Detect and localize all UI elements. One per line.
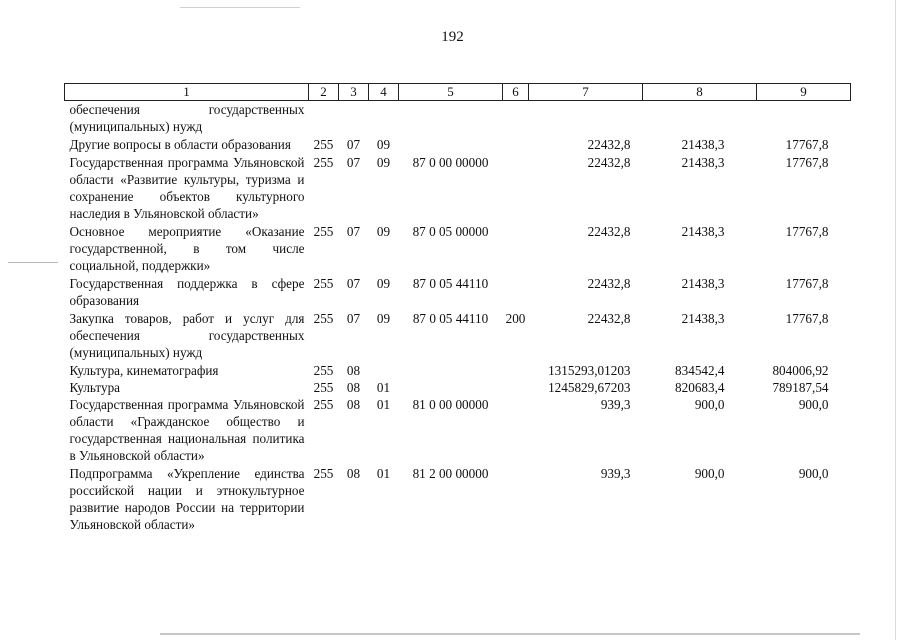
cell-col-8: 820683,4 bbox=[675, 380, 725, 395]
cell-col-3 bbox=[339, 101, 369, 136]
table-row bbox=[65, 361, 851, 379]
header-col-6: 6 bbox=[503, 84, 529, 101]
cell-col-4: 09 bbox=[376, 224, 391, 239]
cell-col-5 bbox=[399, 135, 503, 153]
cell-col-8 bbox=[643, 101, 757, 136]
row-name: Закупка товаров, работ и услуг для обеспечения государственных (муниципальных) нужд bbox=[69, 311, 305, 360]
cell-col-3: 08 bbox=[346, 363, 361, 378]
scan-artifact-left-mark bbox=[8, 262, 58, 263]
cell-col-9: 17767,8 bbox=[785, 276, 829, 291]
header-col-5: 5 bbox=[399, 84, 503, 101]
cell-col-9 bbox=[757, 101, 851, 136]
cell-col-2: 255 bbox=[313, 276, 334, 291]
table-row bbox=[65, 396, 851, 464]
row-name: Культура bbox=[69, 380, 121, 395]
cell-col-6 bbox=[503, 153, 529, 222]
cell-col-8: 900,0 bbox=[694, 466, 725, 481]
cell-col-2: 255 bbox=[313, 155, 334, 170]
cell-col-9: 789187,54 bbox=[772, 380, 829, 395]
cell-col-5: 81 2 00 00000 bbox=[412, 466, 489, 481]
cell-col-7: 22432,8 bbox=[587, 311, 631, 326]
cell-col-4: 09 bbox=[376, 155, 391, 170]
row-name: Основное мероприятие «Оказание государственной, в том числе социальной, поддержки» bbox=[69, 224, 305, 273]
header-row bbox=[65, 84, 851, 101]
table-row bbox=[65, 135, 851, 153]
cell-col-9: 17767,8 bbox=[785, 311, 829, 326]
cell-col-2 bbox=[309, 101, 339, 136]
header-col-9: 9 bbox=[757, 84, 851, 101]
row-name: Подпрограмма «Укрепление единства российской нации и этнокультурное развитие народов России на территории Ульяновской области» bbox=[69, 466, 305, 532]
cell-col-8: 21438,3 bbox=[681, 137, 725, 152]
header-col-2: 2 bbox=[309, 84, 339, 101]
cell-col-6 bbox=[503, 464, 529, 533]
cell-col-3: 07 bbox=[346, 137, 361, 152]
cell-col-7: 22432,8 bbox=[587, 137, 631, 152]
cell-col-6 bbox=[503, 101, 529, 136]
page-number: 192 bbox=[441, 29, 464, 45]
budget-table bbox=[64, 83, 851, 533]
row-name: Государственная программа Ульяновской области «Развитие культуры, туризма и сохранение объектов культурного наследия в Ульяновской области» bbox=[69, 155, 305, 221]
cell-col-3: 07 bbox=[346, 224, 361, 239]
cell-col-4: 01 bbox=[376, 397, 391, 412]
cell-col-3: 07 bbox=[346, 311, 361, 326]
cell-col-3: 08 bbox=[346, 380, 361, 395]
cell-col-7: 939,3 bbox=[600, 397, 631, 412]
scan-artifact-bottom bbox=[160, 633, 860, 635]
row-name: обеспечения государственных (муниципальных) нужд bbox=[69, 102, 305, 134]
table-row bbox=[65, 379, 851, 396]
row-name: Государственная поддержка в сфере образования bbox=[69, 276, 305, 308]
table-row bbox=[65, 464, 851, 533]
cell-col-3: 08 bbox=[346, 397, 361, 412]
cell-col-7: 1245829,67203 bbox=[548, 380, 631, 395]
cell-col-8: 900,0 bbox=[694, 397, 725, 412]
cell-col-8: 21438,3 bbox=[681, 155, 725, 170]
cell-col-4: 09 bbox=[376, 311, 391, 326]
cell-col-6 bbox=[503, 379, 529, 396]
header-col-7: 7 bbox=[529, 84, 643, 101]
cell-col-6: 200 bbox=[505, 311, 526, 326]
cell-col-9: 900,0 bbox=[798, 397, 829, 412]
table-row bbox=[65, 101, 851, 136]
cell-col-2: 255 bbox=[313, 363, 334, 378]
cell-col-7: 22432,8 bbox=[587, 224, 631, 239]
cell-col-9: 900,0 bbox=[798, 466, 829, 481]
header-col-4: 4 bbox=[369, 84, 399, 101]
cell-col-6 bbox=[503, 396, 529, 464]
cell-col-6 bbox=[503, 135, 529, 153]
cell-col-5 bbox=[399, 361, 503, 379]
table-row bbox=[65, 309, 851, 361]
cell-col-9: 17767,8 bbox=[785, 137, 829, 152]
row-name: Культура, кинематография bbox=[69, 363, 219, 378]
header-col-8: 8 bbox=[643, 84, 757, 101]
cell-col-5: 87 0 05 44110 bbox=[412, 276, 489, 291]
cell-col-4: 09 bbox=[376, 137, 391, 152]
cell-col-2: 255 bbox=[313, 397, 334, 412]
cell-col-5: 87 0 05 44110 bbox=[412, 311, 489, 326]
scan-artifact-right-edge bbox=[895, 0, 896, 640]
cell-col-6 bbox=[503, 222, 529, 274]
cell-col-4: 01 bbox=[376, 380, 391, 395]
header-col-3: 3 bbox=[339, 84, 369, 101]
cell-col-2: 255 bbox=[313, 224, 334, 239]
row-name: Государственная программа Ульяновской области «Гражданское общество и государственная национальная политика в Ульяновской области» bbox=[69, 397, 305, 463]
cell-col-2: 255 bbox=[313, 311, 334, 326]
cell-col-7: 22432,8 bbox=[587, 276, 631, 291]
cell-col-4 bbox=[369, 361, 399, 379]
cell-col-9: 804006,92 bbox=[772, 363, 829, 378]
cell-col-5 bbox=[399, 379, 503, 396]
cell-col-3: 08 bbox=[346, 466, 361, 481]
table-row bbox=[65, 153, 851, 222]
cell-col-8: 21438,3 bbox=[681, 224, 725, 239]
cell-col-7: 22432,8 bbox=[587, 155, 631, 170]
cell-col-5 bbox=[399, 101, 503, 136]
cell-col-5: 81 0 00 00000 bbox=[412, 397, 489, 412]
cell-col-4 bbox=[369, 101, 399, 136]
table-row bbox=[65, 274, 851, 309]
cell-col-2: 255 bbox=[313, 380, 334, 395]
cell-col-7: 939,3 bbox=[600, 466, 631, 481]
cell-col-7: 1315293,01203 bbox=[548, 363, 631, 378]
cell-col-4: 01 bbox=[376, 466, 391, 481]
cell-col-3: 07 bbox=[346, 276, 361, 291]
cell-col-6 bbox=[503, 361, 529, 379]
row-name: Другие вопросы в области образования bbox=[69, 137, 291, 152]
cell-col-8: 834542,4 bbox=[675, 363, 725, 378]
cell-col-5: 87 0 00 00000 bbox=[412, 155, 489, 170]
cell-col-3: 07 bbox=[346, 155, 361, 170]
cell-col-9: 17767,8 bbox=[785, 224, 829, 239]
cell-col-9: 17767,8 bbox=[785, 155, 829, 170]
cell-col-2: 255 bbox=[313, 137, 334, 152]
cell-col-5: 87 0 05 00000 bbox=[412, 224, 489, 239]
scan-artifact-top bbox=[180, 7, 300, 8]
cell-col-4: 09 bbox=[376, 276, 391, 291]
header-col-1: 1 bbox=[65, 84, 309, 101]
cell-col-8: 21438,3 bbox=[681, 276, 725, 291]
table-row bbox=[65, 222, 851, 274]
cell-col-8: 21438,3 bbox=[681, 311, 725, 326]
cell-col-7 bbox=[529, 101, 643, 136]
cell-col-2: 255 bbox=[313, 466, 334, 481]
cell-col-6 bbox=[503, 274, 529, 309]
